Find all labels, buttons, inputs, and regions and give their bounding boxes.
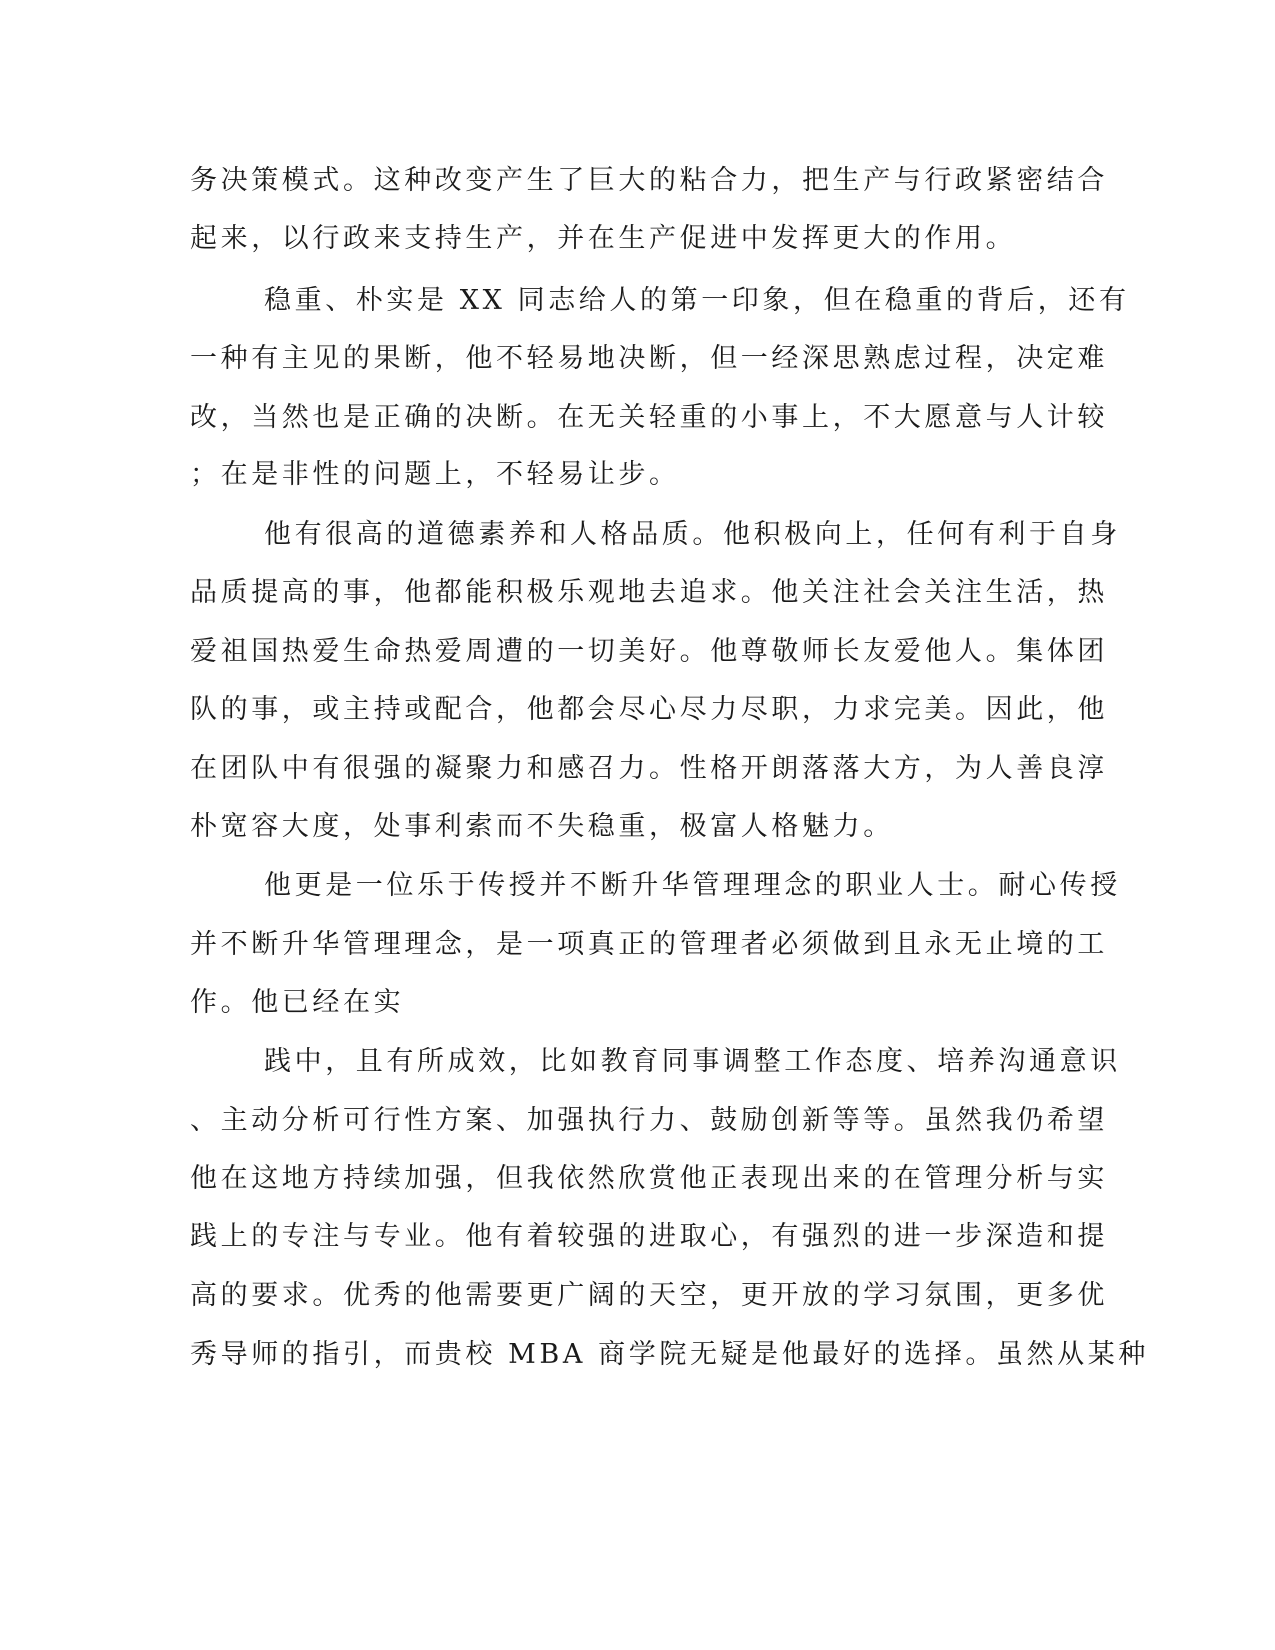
text-line: 作。他已经在实 xyxy=(190,987,405,1018)
text-line: 践上的专注与专业。他有着较强的进取心，有强烈的进一步深造和提 xyxy=(190,1221,1108,1252)
text-line: 起来，以行政来支持生产，并在生产促进中发挥更大的作用。 xyxy=(190,223,1017,254)
text-line: 一种有主见的果断，他不轻易地决断，但一经深思熟虑过程，决定难 xyxy=(190,343,1108,374)
paragraph-first-line: 践中，且有所成效，比如教育同事调整工作态度、培养沟通意识 xyxy=(264,1046,1121,1077)
text-line: 高的要求。优秀的他需要更广阔的天空，更开放的学习氛围，更多优 xyxy=(190,1280,1108,1311)
text-line: 品质提高的事，他都能积极乐观地去追求。他关注社会关注生活，热 xyxy=(190,577,1108,608)
text-line: 并不断升华管理理念，是一项真正的管理者必须做到且永无止境的工 xyxy=(190,929,1108,960)
text-line: 爱祖国热爱生命热爱周遭的一切美好。他尊敬师长友爱他人。集体团 xyxy=(190,636,1108,667)
paragraph-first-line: 他有很高的道德素养和人格品质。他积极向上，任何有利于自身 xyxy=(264,519,1121,550)
text-line: 务决策模式。这种改变产生了巨大的粘合力，把生产与行政紧密结合 xyxy=(190,165,1108,196)
text-line: 秀导师的指引，而贵校 MBA 商学院无疑是他最好的选择。虽然从某种 xyxy=(190,1339,1149,1370)
text-line: 改，当然也是正确的决断。在无关轻重的小事上，不大愿意与人计较 xyxy=(190,402,1108,433)
text-line: ；在是非性的问题上，不轻易让步。 xyxy=(190,459,680,490)
text-line: 队的事，或主持或配合，他都会尽心尽力尽职，力求完美。因此，他 xyxy=(190,694,1108,725)
text-line: 他在这地方持续加强，但我依然欣赏他正表现出来的在管理分析与实 xyxy=(190,1163,1108,1194)
text-line: 、主动分析可行性方案、加强执行力、鼓励创新等等。虽然我仍希望 xyxy=(190,1105,1108,1136)
text-line: 朴宽容大度，处事利索而不失稳重，极富人格魅力。 xyxy=(190,811,894,842)
text-line: 在团队中有很强的凝聚力和感召力。性格开朗落落大方，为人善良淳 xyxy=(190,753,1108,784)
paragraph-first-line: 稳重、朴实是 XX 同志给人的第一印象，但在稳重的背后，还有 xyxy=(264,285,1130,316)
paragraph-first-line: 他更是一位乐于传授并不断升华管理理念的职业人士。耐心传授 xyxy=(264,870,1121,901)
